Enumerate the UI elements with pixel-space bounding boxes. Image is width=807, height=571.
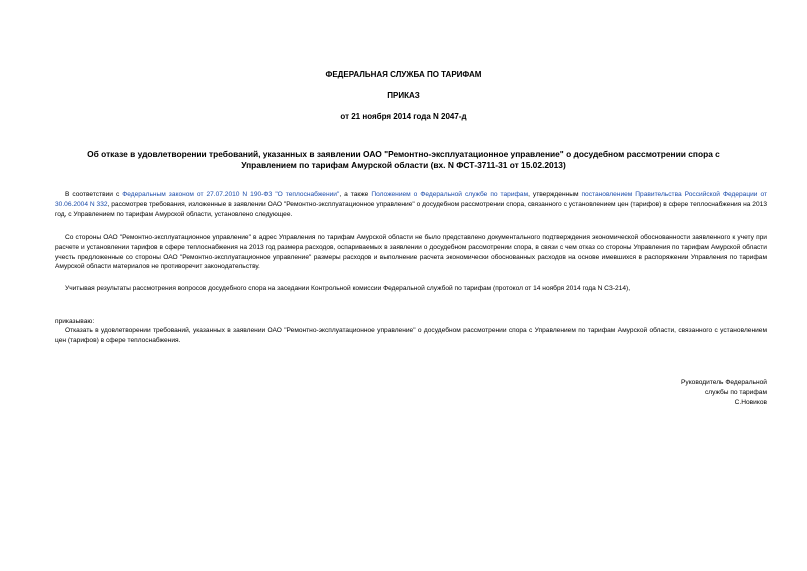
paragraph-1-text-b: , а также (339, 191, 372, 198)
order-text: Отказать в удовлетворении требований, указанных в заявлении ОАО "Ремонтно-эксплуатационное управление" о досудебном рассмотрении спора с Управлением по тарифам Амурской области, связанного с установлением цен (тарифов) в сфере теплоснабжения. (55, 327, 767, 344)
fst-regulation-link[interactable]: Положением о Федеральной службе по тарифам (371, 191, 529, 198)
doc-type-heading: ПРИКАЗ (387, 91, 420, 100)
document-title-line2: Управлением по тарифам Амурской области (вх. N ФСТ-3711-31 от 15.02.2013) (241, 160, 566, 170)
agency-title: ФЕДЕРАЛЬНАЯ СЛУЖБА ПО ТАРИФАМ (325, 70, 482, 79)
paragraph-1-text-d: , рассмотрев требования, изложенные в заявлении ОАО "Ремонтно-эксплуатационное управление" о досудебном рассмотрении спора, связанного с установлением цен (тарифов) в сфере теплоснабжения на 2013 год, с Управлением по тарифам Амурской области, установлено следующее. (55, 200, 767, 218)
signature-name: С.Новиков (734, 399, 767, 406)
document-title-line1: Об отказе в удовлетворении требований, указанных в заявлении ОАО "Ремонтно-эксплуатационное управление" о досудебном рассмотрении спора с (87, 149, 720, 159)
date-number: от 21 ноября 2014 года N 2047-д (340, 112, 467, 121)
paragraph-3: Учитывая результаты рассмотрения вопросов досудебного спора на заседании Контрольной комиссии Федеральной службой по тарифам (протокол от 14 ноября 2014 года N СЗ-214), (65, 285, 631, 292)
paragraph-1 (55, 190, 767, 219)
signature-title: Руководитель Федеральной (681, 379, 767, 386)
government-decree-link[interactable]: постановлением Правительства Российской Федерации от 30.06.2004 N 332 (55, 191, 768, 208)
law-190-fz-link[interactable]: Федеральным законом от 27.07.2010 N 190-ФЗ "О теплоснабжении" (122, 191, 340, 198)
signature-agency: службы по тарифам (704, 389, 767, 396)
paragraph-1-text-a: В соответствии с (65, 191, 123, 198)
paragraph-1-text-c: , утвержденным (528, 191, 582, 198)
paragraph-2: Со стороны ОАО "Ремонтно-эксплуатационное управление" в адрес Управления по тарифам Амурской области не было представлено документального подтверждения экономической обоснованности заявленного к учету при расчете и установлении тарифов в сфере теплоснабжения на 2013 год размера расходов, оспариваемых в заявлении о досудебном рассмотрении спора, в связи с чем отказ со стороны Управления по тарифам Амурской области учесть предложенные со стороны ОАО "Ремонтно-эксплуатационное управление" размеры расходов и выполнение расчета экономически обоснованных расходов на основе имевшихся в распоряжении Управления по тарифам Амурской области материалов не противоречит законодательству. (55, 234, 767, 271)
order-word: приказываю: (55, 318, 95, 325)
